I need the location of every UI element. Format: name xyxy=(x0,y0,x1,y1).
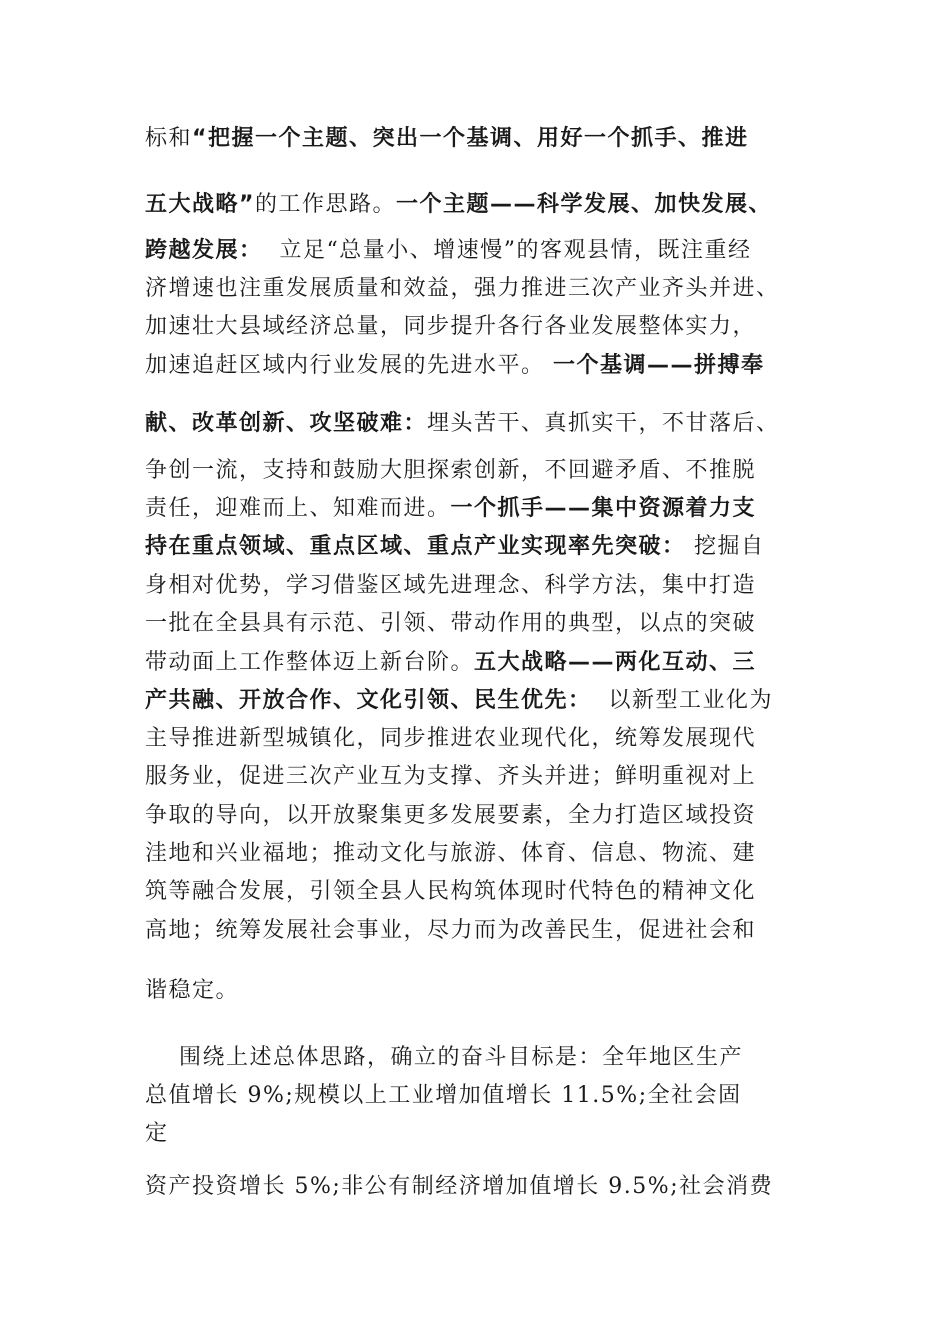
text-line xyxy=(145,801,825,831)
text-line xyxy=(145,494,825,524)
text-run: 的工作思路。 xyxy=(254,192,396,217)
text-line xyxy=(145,686,825,716)
text-run: 总值增长 9%;规模以上工业增加值增长 11.5%;全社会固 xyxy=(145,1083,742,1108)
bold-text-run: 持在重点领域、重点区域、重点产业实现率先突破： xyxy=(145,534,686,559)
text-run: 埋头苦干、真抓实干，不甘落后、 xyxy=(427,411,780,436)
bold-text-run: 五大战略——两化互动、三 xyxy=(474,650,757,675)
text-run: 服务业，促进三次产业互为支撑、齐头并进；鲜明重视对上 xyxy=(145,764,757,789)
text-run: 资产投资增长 5%;非公有制经济增加值增长 9.5%;社会消费 xyxy=(145,1174,774,1199)
text-run: 筑等融合发展，引领全县人民构筑体现时代特色的精神文化 xyxy=(145,879,757,904)
text-run: 挖掘自 xyxy=(685,534,765,559)
text-line xyxy=(145,532,825,562)
text-run: 围绕上述总体思路，确立的奋斗目标是：全年地区生产 xyxy=(145,1045,743,1070)
text-line xyxy=(145,1081,825,1111)
text-run: 定 xyxy=(145,1121,169,1146)
text-run: 带动面上工作整体迈上新台阶。 xyxy=(145,650,475,675)
text-line xyxy=(145,1172,825,1202)
text-line xyxy=(145,839,825,869)
text-line xyxy=(145,648,825,678)
text-run: 加速壮大县域经济总量，同步提升各行各业发展整体实力， xyxy=(145,314,757,339)
text-run: 一批在全县具有示范、引领、带动作用的典型，以点的突破 xyxy=(145,611,757,636)
text-line xyxy=(145,1043,825,1073)
bold-text-run: “把握一个主题、突出一个基调、用好一个抓手、推进 xyxy=(192,126,749,151)
text-line xyxy=(145,312,825,342)
text-line xyxy=(145,916,825,946)
bold-text-run: 一个抓手——集中资源着力支 xyxy=(450,496,757,521)
text-line xyxy=(145,190,825,220)
text-line xyxy=(145,351,825,381)
text-line xyxy=(145,724,825,754)
text-run: 以新型工业化为 xyxy=(591,688,774,713)
bold-text-run: 五大战略” xyxy=(145,192,255,217)
text-line xyxy=(145,877,825,907)
text-run: 责任，迎难而上、知难而进。 xyxy=(145,496,451,521)
text-run: 争创一流，支持和鼓励大胆探索创新，不回避矛盾、不推脱 xyxy=(145,458,757,483)
text-run: 主导推进新型城镇化，同步推进农业现代化，统筹发展现代 xyxy=(145,726,757,751)
text-run: 立足“总量小、增速慢”的客观县情，既注重经 xyxy=(262,238,752,263)
text-run: 标和 xyxy=(145,126,193,151)
text-line xyxy=(145,236,825,266)
text-line xyxy=(145,976,825,1006)
text-line xyxy=(145,274,825,304)
text-line xyxy=(145,762,825,792)
bold-text-run: 一个基调——拼搏奉 xyxy=(553,353,765,378)
bold-text-run: 产共融、开放合作、文化引领、民生优先： xyxy=(145,688,592,713)
text-run: 加速追赶区域内行业发展的先进水平。 xyxy=(145,353,553,378)
text-run: 洼地和兴业福地；推动文化与旅游、体育、信息、物流、建 xyxy=(145,841,757,866)
bold-text-run: 跨越发展： xyxy=(145,238,263,263)
text-line xyxy=(145,456,825,486)
text-line xyxy=(145,571,825,601)
text-run: 济增速也注重发展质量和效益，强力推进三次产业齐头并进、 xyxy=(145,276,780,301)
text-line xyxy=(145,1119,825,1149)
text-run: 高地；统筹发展社会事业，尽力而为改善民生，促进社会和 xyxy=(145,918,757,943)
bold-text-run: 献、改革创新、攻坚破难： xyxy=(145,411,428,436)
text-run: 身相对优势，学习借鉴区域先进理念、科学方法，集中打造 xyxy=(145,573,757,598)
bold-text-run: 一个主题——科学发展、加快发展、 xyxy=(395,192,772,217)
text-line xyxy=(145,409,825,439)
text-line xyxy=(145,124,825,154)
text-line xyxy=(145,609,825,639)
text-run: 谐稳定。 xyxy=(145,978,240,1003)
text-run: 争取的导向，以开放聚集更多发展要素，全力打造区域投资 xyxy=(145,803,757,828)
